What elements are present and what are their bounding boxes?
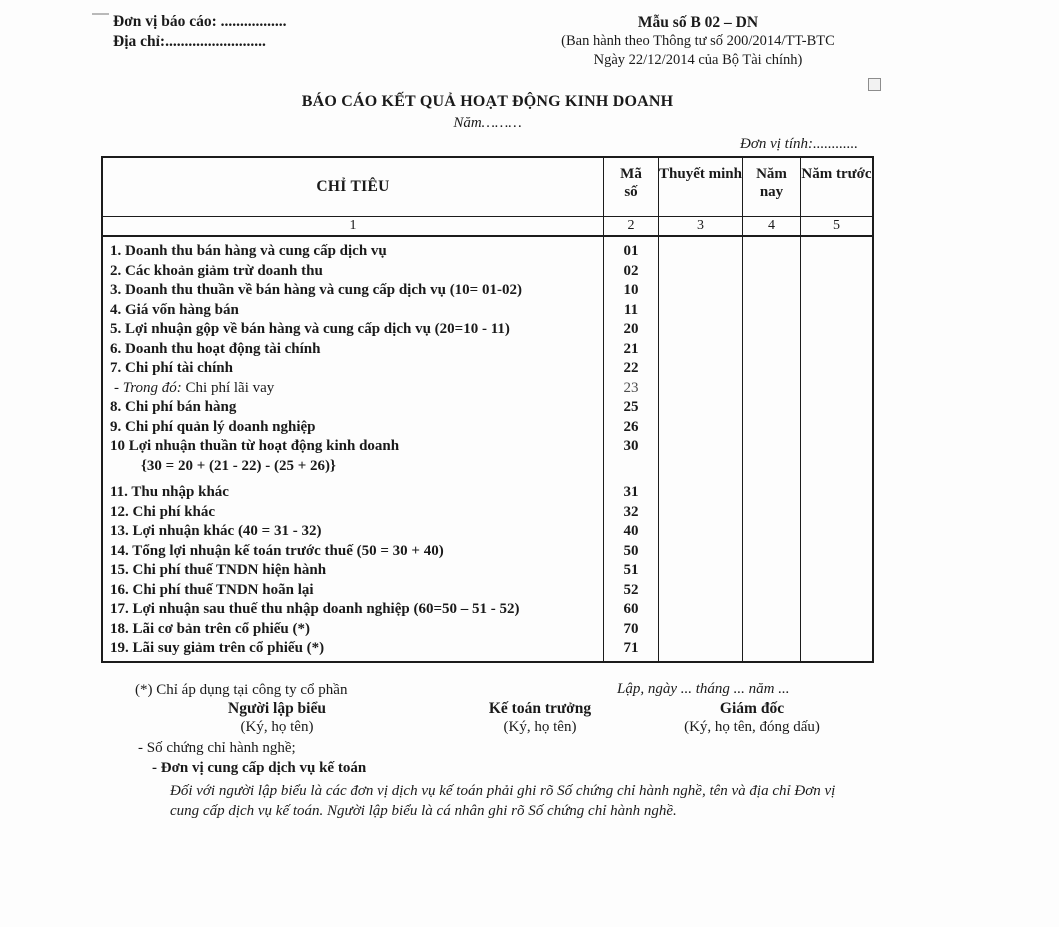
table-row-code: 60 (623, 601, 639, 617)
column-current-year-empty (742, 237, 800, 661)
footnote-apply: (*) Chỉ áp dụng tại công ty cổ phần (135, 682, 348, 698)
table-row-code: 70 (623, 620, 639, 637)
table-row-code: 20 (623, 321, 639, 337)
table-row-label: 5. Lợi nhuận gộp về bán hàng và cung cấp dịch vụ (20=10 - 11) (110, 321, 510, 337)
signatory-preparer-title: Người lập biểu (228, 700, 326, 717)
table-row-label: 16. Chi phí thuế TNDN hoãn lại (110, 581, 314, 598)
column-number-row (103, 217, 872, 237)
column-note-empty (658, 237, 742, 661)
table-row-label: 7. Chi phí tài chính (110, 360, 233, 376)
page-title: BÁO CÁO KẾT QUẢ HOẠT ĐỘNG KINH DOANH (301, 93, 674, 110)
column-number: 2 (603, 217, 658, 235)
column-number: 3 (658, 217, 742, 235)
table-row-label: 9. Chi phí quản lý doanh nghiệp (110, 418, 316, 435)
table-row-label: 6. Doanh thu hoạt động tài chính (110, 340, 321, 357)
form-reference-block (520, 13, 876, 70)
issued-line-1: (Ban hành theo Thông tư số 200/2014/TT-BTC (561, 33, 835, 49)
table-row-code: 32 (623, 503, 639, 520)
note-paragraph: Đối với người lập biểu là các đơn vị dịch vụ kế toán phải ghi rõ Số chứng chỉ hành nghề, tên và địa chỉ Đơn vị cung cấp dịch vụ kế toán. Người lập biểu là cá nhân ghi rõ Số chứng chỉ hành nghề. (170, 783, 836, 819)
reporting-unit-label: Đơn vị báo cáo: ................. (113, 13, 287, 30)
signatory-preparer-subtitle: (Ký, họ tên) (240, 719, 314, 735)
table-row-code: 11 (623, 301, 639, 318)
column-number: 1 (349, 218, 357, 233)
table-row-code: 25 (623, 399, 639, 415)
signatory-director-title: Giám đốc (719, 700, 785, 717)
table-row-label: 19. Lãi suy giảm trên cổ phiếu (*) (110, 640, 325, 656)
table-row-label: 12. Chi phí khác (110, 503, 216, 520)
table-row-code: 31 (623, 484, 639, 500)
row-italic-prefix: - Trong đó: (114, 379, 182, 396)
header-prior-year: Năm trước (800, 158, 872, 216)
unit-line: Đơn vị tính:............ (740, 136, 858, 152)
table-row-label: 17. Lợi nhuận sau thuế thu nhập doanh nghiệp (60=50 – 51 - 52) (110, 601, 520, 617)
form-number: Mẫu số B 02 – DN (637, 14, 759, 31)
header-target: CHỈ TIÊU (316, 178, 390, 195)
header-current-year: Năm nay (742, 158, 800, 216)
table-row-label: 13. Lợi nhuận khác (40 = 31 - 32) (110, 523, 322, 539)
table-row-code: 50 (623, 542, 639, 559)
table-row-code: 30 (623, 438, 639, 454)
table-row-code: 10 (623, 282, 639, 298)
issued-line-2: Ngày 22/12/2014 của Bộ Tài chính) (593, 52, 803, 68)
table-header-row (103, 158, 872, 217)
note-service-provider: - Đơn vị cung cấp dịch vụ kế toán (152, 760, 367, 776)
scan-artifact-dash (92, 13, 109, 15)
table-row-code: 26 (623, 418, 639, 435)
table-row-code: 02 (623, 262, 639, 279)
column-target-items (103, 237, 603, 661)
table-row-code: 71 (623, 640, 639, 656)
table-row-code (604, 457, 658, 477)
address-label: Địa chỉ:.......................... (113, 33, 266, 50)
table-row-code: 51 (623, 562, 639, 578)
table-row-label: 14. Tổng lợi nhuận kế toán trước thuế (50 = 30 + 40) (110, 542, 444, 559)
year-line: Năm……… (453, 115, 522, 131)
table-row-code: 01 (623, 243, 639, 259)
table-row-code: 40 (623, 523, 639, 539)
signature-date-line: Lập, ngày ... tháng ... năm ... (617, 681, 790, 697)
header-code: Mã số (603, 158, 658, 216)
table-row-code: 52 (623, 581, 639, 598)
table-row-label: 2. Các khoản giảm trừ doanh thu (110, 262, 323, 279)
table-row-label: 11. Thu nhập khác (110, 484, 229, 500)
table-row-label: 18. Lãi cơ bản trên cổ phiếu (*) (110, 620, 310, 637)
header-note: Thuyết minh (658, 158, 742, 216)
table-row-label: 10 Lợi nhuận thuần từ hoạt động kinh doanh (110, 438, 400, 454)
column-number: 4 (742, 217, 800, 235)
signatory-chief-accountant-subtitle: (Ký, họ tên) (503, 719, 577, 735)
table-row-code: 22 (623, 360, 639, 376)
signatory-director-subtitle: (Ký, họ tên, đóng dấu) (684, 719, 820, 735)
table-body (103, 237, 872, 661)
table-row-label: - Trong đó: Chi phí lãi vay (114, 379, 275, 396)
table-row-label: 4. Giá vốn hàng bán (110, 301, 239, 318)
report-table (101, 156, 874, 663)
empty-checkbox-icon (868, 78, 881, 91)
signatory-chief-accountant-title: Kế toán trưởng (488, 700, 592, 717)
reporting-unit-block (113, 12, 287, 52)
table-row-label: {30 = 20 + (21 - 22) - (25 + 26)} (141, 457, 336, 474)
table-row-label: 8. Chi phí bán hàng (110, 399, 237, 415)
table-row-label: 1. Doanh thu bán hàng và cung cấp dịch vụ (110, 243, 387, 259)
table-row-code: 23 (623, 379, 639, 396)
column-prior-year-empty (800, 237, 872, 661)
table-row-label: 15. Chi phí thuế TNDN hiện hành (110, 562, 327, 578)
note-practice-certificate: - Số chứng chỉ hành nghề; (138, 740, 296, 756)
column-code-values (603, 237, 658, 661)
column-number: 5 (800, 217, 872, 235)
table-row-label: 3. Doanh thu thuần về bán hàng và cung cấp dịch vụ (10= 01-02) (110, 282, 522, 298)
table-row-code: 21 (623, 340, 639, 357)
